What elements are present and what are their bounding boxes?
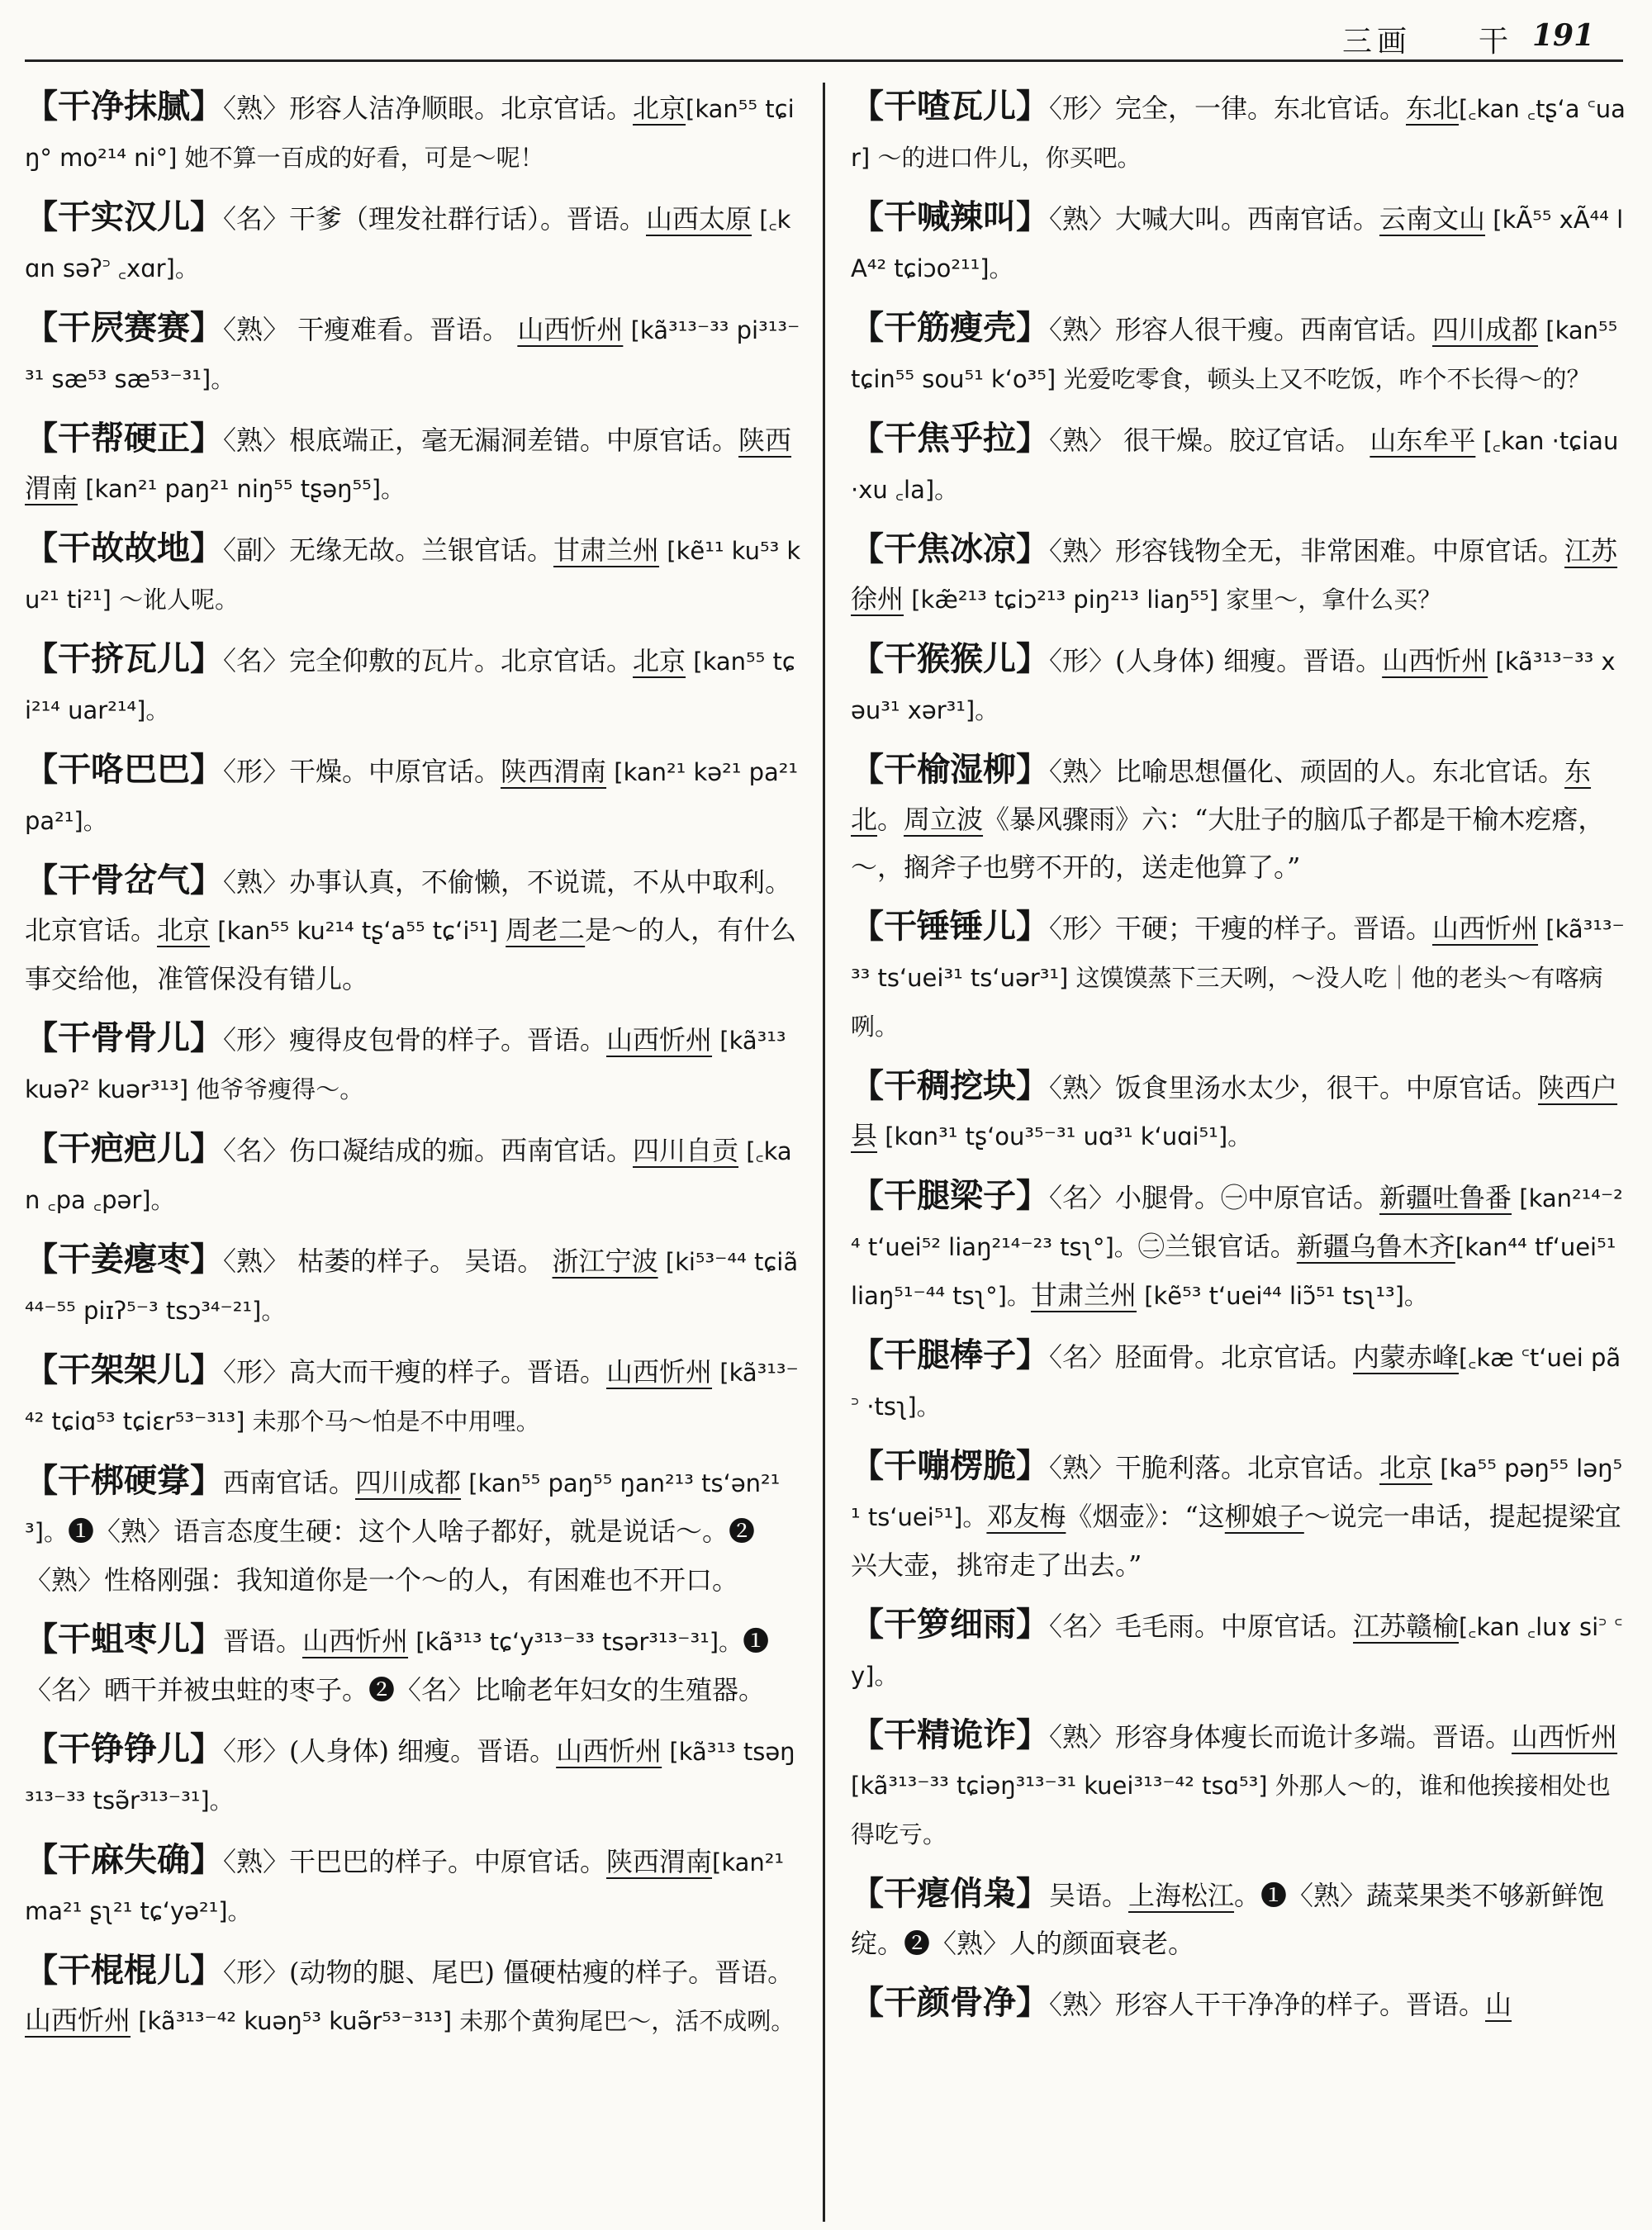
- dictionary-entry: [25, 1947, 801, 2045]
- entry-headword: 【干实汉儿】: [25, 197, 223, 236]
- entry-pronunciation: [꜀kan ·tɕiau ·xu ꜀la]。: [851, 427, 1619, 504]
- entry-place-name: 新疆吐鲁番: [1379, 1182, 1512, 1213]
- entry-place-name: 山东牟平: [1370, 425, 1476, 456]
- entry-text: 〈名〉小腿骨。㊀中原官话。: [1049, 1182, 1380, 1213]
- entry-place-name: 新疆乌鲁木齐: [1296, 1231, 1455, 1262]
- entry-headword: 【干嘣楞脆】: [851, 1446, 1049, 1485]
- entry-headword: 【干精诡诈】: [851, 1715, 1049, 1754]
- entry-pronunciation: [ka⁵⁵ pəŋ⁵⁵ ləŋ⁵¹ tsʻuei⁵¹]。: [851, 1454, 1623, 1531]
- entry-place-name: 周立波: [904, 804, 984, 835]
- dictionary-entry: [851, 746, 1627, 891]
- header-rule: [25, 59, 1623, 62]
- entry-place-name: 浙江宁波: [552, 1245, 658, 1277]
- entry-headword: 【干腿棒子】: [851, 1336, 1049, 1374]
- entry-pronunciation: [kã³¹³⁻³³ tɕiəŋ³¹³⁻³¹ kuei³¹³⁻⁴² tsɑ⁵³] 外那人～的，谁和他挨接相处也得吃亏。: [851, 1772, 1611, 1848]
- entry-headword: 【干腿梁子】: [851, 1176, 1049, 1215]
- entry-pronunciation: [꜀kɑn səʔ꜄ ꜀xɑr]。: [25, 206, 791, 282]
- entry-place-name: 江苏赣榆: [1353, 1611, 1460, 1642]
- entry-headword: 【干骨骨儿】: [25, 1018, 223, 1057]
- entry-headword: 【干架架儿】: [25, 1350, 223, 1389]
- dictionary-entry: [851, 1331, 1627, 1431]
- entry-place-name: 四川成都: [1432, 314, 1539, 345]
- dictionary-entry: [851, 1442, 1627, 1589]
- dictionary-entry: [25, 746, 801, 845]
- entry-text: 〈形〉(动物的腿、尾巴) 僵硬枯瘦的样子。晋语。: [223, 1957, 795, 1988]
- entry-text: 〈形〉高大而干瘦的样子。晋语。: [223, 1356, 607, 1388]
- entry-pronunciation: [kã³¹³ tɕʻy³¹³⁻³³ tsər³¹³⁻³¹]。: [408, 1628, 743, 1656]
- entry-headword: 【干猴猴儿】: [851, 639, 1049, 678]
- entry-text: 〈熟〉大喊大叫。西南官话。: [1049, 203, 1380, 235]
- entry-place-name: 周老二: [506, 914, 586, 946]
- entry-text: 〈形〉(人身体) 细瘦。晋语。: [223, 1735, 557, 1767]
- entry-headword: 【干姜瘪枣】: [25, 1240, 223, 1279]
- entry-text: 〈熟〉干巴巴的样子。中原官话。: [223, 1846, 607, 1877]
- entry-headword: 【干喊辣叫】: [851, 197, 1049, 236]
- entry-place-name: 北京: [1379, 1452, 1433, 1483]
- entry-place-name: 东北: [1406, 93, 1460, 124]
- dictionary-entry: [851, 903, 1627, 1051]
- dictionary-entry: [851, 525, 1627, 624]
- entry-place-name: 北京: [633, 93, 686, 124]
- entry-place-name: 山西忻州: [302, 1625, 409, 1657]
- entry-pronunciation: [kan²¹ paŋ²¹ niŋ⁵⁵ tʂəŋ⁵⁵]。: [78, 475, 406, 503]
- entry-place-name: 江苏徐州: [851, 535, 1618, 614]
- dictionary-entry: [851, 304, 1627, 403]
- entry-text: 〈熟〉 枯萎的样子。 吴语。: [223, 1245, 553, 1277]
- entry-pronunciation: [kan²¹⁴⁻²⁴ tʻuei⁵² liaŋ²¹⁴⁻²³ tsʅ°]。: [851, 1184, 1623, 1261]
- entry-place-name: 陕西户县: [851, 1072, 1618, 1151]
- entry-text: 〈熟〉 很干燥。胶辽官话。: [1049, 425, 1370, 456]
- entry-pronunciation: [kan⁴⁴ tfʻuei⁵¹ liaŋ⁵¹⁻⁴⁴ tsʅ°]。: [851, 1233, 1616, 1310]
- entry-pronunciation: [kɑn³¹ tʂʻou³⁵⁻³¹ uɑ³¹ kʻuɑi⁵¹]。: [877, 1122, 1252, 1151]
- dictionary-entry: [25, 1725, 801, 1824]
- entry-pronunciation: [kæ̃²¹³ tɕiɔ²¹³ piŋ²¹³ liaŋ⁵⁵] 家里～，拿什么买？: [904, 586, 1442, 614]
- dictionary-entry: [851, 1172, 1627, 1320]
- dictionary-entry: [25, 1836, 801, 1935]
- entry-headword: 【干梆硬牚】: [25, 1461, 223, 1500]
- entry-headword: 【干瘪俏枭】: [851, 1874, 1049, 1913]
- dictionary-entry: [25, 1236, 801, 1335]
- entry-text: 〈熟〉形容人很干瘦。西南官话。: [1049, 314, 1433, 345]
- entry-place-name: 山西忻州: [606, 1356, 713, 1388]
- entry-place-name: 甘肃兰州: [553, 534, 660, 566]
- entry-place-name: 陕西渭南: [501, 756, 607, 787]
- entry-pronunciation: [kã³¹³⁻³³ pi³¹³⁻³¹ sæ⁵³ sæ⁵³⁻³¹]。: [25, 316, 800, 393]
- entry-pronunciation: [kã³¹³⁻³³ tsʻuei³¹ tsʻuər³¹] 这馍馍蒸下三天咧，～没人吃｜他的老头～有喀病咧。: [851, 915, 1625, 1041]
- entry-text: 〈形〉(人身体) 细瘦。晋语。: [1049, 645, 1383, 676]
- entry-headword: 【干疤疤儿】: [25, 1129, 223, 1168]
- entry-pronunciation: [꜀kæ ꜂tʻuei pã꜄ ·tsʅ]。: [851, 1344, 1621, 1421]
- column-divider: [823, 83, 825, 2222]
- entry-pronunciation: [kan⁵⁵ tɕiŋ° mo²¹⁴ ni°] 她不算一百成的好看，可是～呢！: [25, 95, 795, 172]
- entry-text: ❶〈熟〉语言态度生硬：这个人啥子都好，就是说话～。❷〈熟〉性格刚强：我知道你是一个～的人，有困难也不开口。: [25, 1516, 755, 1596]
- entry-headword: 【干帮硬正】: [25, 419, 223, 458]
- dictionary-entry: [25, 304, 801, 403]
- entry-headword: 【干锤锤儿】: [851, 907, 1049, 946]
- entry-place-name: 内蒙赤峰: [1353, 1341, 1460, 1373]
- entry-headword: 【干筋瘦壳】: [851, 308, 1049, 347]
- entry-headword: 【干蛆枣儿】: [25, 1620, 223, 1658]
- dictionary-entry: [851, 1601, 1627, 1700]
- entry-place-name: 四川自贡: [633, 1135, 739, 1166]
- entry-headword: 【干麻失确】: [25, 1840, 223, 1879]
- entry-place-name: 山西忻州: [25, 2005, 131, 2036]
- entry-text: 〈形〉完全，一律。东北官话。: [1049, 93, 1407, 124]
- entry-headword: 【干棍棍儿】: [25, 1951, 223, 1990]
- entry-text: 〈熟〉根底端正，毫无漏洞差错。中原官话。: [223, 425, 739, 456]
- dictionary-entry: [25, 1014, 801, 1113]
- entry-place-name: 邓友梅: [986, 1501, 1066, 1532]
- entry-place-name: 甘肃兰州: [1030, 1279, 1137, 1311]
- entry-text: 〈熟〉形容钱物全无，非常困难。中原官话。: [1049, 535, 1565, 567]
- dictionary-entry: [851, 415, 1627, 514]
- entry-text: 〈名〉完全仰敷的瓦片。北京官话。: [223, 645, 634, 676]
- entry-pronunciation: [kã³¹³ tsəŋ³¹³⁻³³ tsə̃r³¹³⁻³¹]。: [25, 1738, 795, 1815]
- entry-text: 〈熟〉形容人干干净净的样子。晋语。: [1049, 1989, 1486, 2020]
- entry-place-name: 山西太原: [646, 203, 752, 235]
- entry-place-name: 陕西渭南: [606, 1846, 713, 1877]
- entry-place-name: 云南文山: [1379, 203, 1486, 235]
- dictionary-entry: [25, 856, 801, 1003]
- entry-text: 〈熟〉形容身体瘦长而诡计多端。晋语。: [1049, 1721, 1512, 1753]
- dictionary-entry: [25, 415, 801, 513]
- entry-headword: 【干焦冰凉】: [851, 529, 1049, 568]
- entry-text: ～说完一串话，提起提梁宜兴大壶，挑帘走了出去。”: [851, 1501, 1621, 1581]
- entry-pronunciation: [kan⁵⁵ ku²¹⁴ tʂʻa⁵⁵ tɕʻi⁵¹]: [210, 917, 506, 945]
- entry-text: 《烟壶》：“这: [1066, 1501, 1225, 1532]
- entry-headword: 【干焦乎拉】: [851, 419, 1049, 458]
- entry-text: 是～的人，有什么事交给他，准管保没有错儿。: [25, 914, 797, 994]
- entry-pronunciation: [꜀kan ꜀tʂʻa ꜂uar] ～的进口件儿，你买吧。: [851, 95, 1626, 172]
- entry-headword: 【干稠挖块】: [851, 1066, 1049, 1105]
- entry-place-name: 四川成都: [355, 1467, 462, 1498]
- entry-pronunciation: [kan⁵⁵ paŋ⁵⁵ ŋan²¹³ tsʻən²¹³]。: [25, 1469, 781, 1546]
- entry-text: 〈副〉无缘无故。兰银官话。: [223, 534, 554, 566]
- right-column: [851, 83, 1627, 2040]
- entry-text: 〈名〉伤口凝结成的痂。西南官话。: [223, 1135, 634, 1166]
- entry-text: 。❶〈熟〉蔬菜果类不够新鲜饱绽。❷〈熟〉人的颜面衰老。: [851, 1880, 1605, 1959]
- dictionary-entry: [851, 1979, 1627, 2028]
- entry-text: 〈形〉干燥。中原官话。: [223, 756, 501, 787]
- entry-place-name: 上海松江: [1128, 1880, 1235, 1911]
- entry-text: 〈熟〉比喻思想僵化、顽固的人。东北官话。: [1049, 756, 1565, 787]
- entry-headword: 【干榆湿柳】: [851, 750, 1049, 789]
- entry-pronunciation: [꜀kan ꜀luɤ si꜄ ꜂y]。: [851, 1613, 1623, 1690]
- entry-pronunciation: [kẽ¹¹ ku⁵³ ku²¹ ti²¹] ～讹人呢。: [25, 537, 801, 614]
- entry-pronunciation: [ki⁵³⁻⁴⁴ tɕiã⁴⁴⁻⁵⁵ piɪʔ⁵⁻³ tsɔ³⁴⁻²¹]。: [25, 1248, 799, 1325]
- entry-pronunciation: [kan⁵⁵ tɕi²¹⁴ uar²¹⁴]。: [25, 648, 795, 724]
- dictionary-entry: [25, 1125, 801, 1224]
- dictionary-entry: [851, 83, 1627, 182]
- entry-place-name: 东北: [851, 756, 1592, 835]
- entry-pronunciation: [kã³¹³⁻⁴² kuəŋ⁵³ kuə̃r⁵³⁻³¹³] 未那个黄狗尾巴～，活不成咧。: [131, 2007, 795, 2035]
- entry-pronunciation: [kã³¹³⁻⁴² tɕiɑ⁵³ tɕiɛr⁵³⁻³¹³] 未那个马～怕是不中用哩。: [25, 1359, 799, 1435]
- entry-text: 。: [877, 804, 904, 835]
- entry-place-name: 柳娘子: [1224, 1501, 1304, 1532]
- entry-pronunciation: [kã³¹³⁻³³ xəu³¹ xər³¹]。: [851, 648, 1616, 724]
- entry-text: 〈名〉干爹（理发社群行话）。晋语。: [223, 203, 647, 235]
- entry-place-name: 山西忻州: [1512, 1721, 1618, 1753]
- entry-place-name: 山西忻州: [606, 1024, 713, 1056]
- entry-headword: 【干喳瓦儿】: [851, 87, 1049, 126]
- entry-headword: 【干箩细雨】: [851, 1605, 1049, 1644]
- entry-headword: 【干故故地】: [25, 529, 223, 567]
- entry-place-name: 山西忻州: [556, 1735, 662, 1767]
- entry-text: 《暴风骤雨》六：“大肚子的脑瓜子都是干榆木疙瘩，～，搁斧子也劈不开的，送走他算了。”: [851, 804, 1605, 883]
- entry-pronunciation: [kan²¹ kə²¹ pa²¹ pa²¹]。: [25, 758, 799, 835]
- entry-headword: 【干骨岔气】: [25, 861, 223, 899]
- dictionary-entry: [25, 1616, 801, 1714]
- page-number: 191: [1532, 18, 1595, 53]
- running-header: [0, 0, 1652, 66]
- entry-text: 西南官话。: [223, 1467, 356, 1498]
- entry-text: 〈熟〉饭食里汤水太少，很干。中原官话。: [1049, 1072, 1539, 1103]
- entry-text: 吴语。: [1049, 1880, 1129, 1911]
- entry-text: 〈熟〉干脆利落。北京官话。: [1049, 1452, 1380, 1483]
- dictionary-entry: [851, 1711, 1627, 1858]
- entry-text: 〈熟〉办事认真，不偷懒，不说谎，不从中取利。北京官话。: [25, 866, 792, 946]
- dictionary-entry: [25, 1457, 801, 1604]
- entry-place-name: 山西忻州: [517, 314, 624, 345]
- entry-text: 〈形〉干硬；干瘦的样子。晋语。: [1049, 913, 1433, 944]
- entry-text: ❶〈名〉晒干并被虫蛀的枣子。❷〈名〉比喻老年妇女的生殖器。: [25, 1625, 770, 1706]
- entry-pronunciation: [kan²¹ ma²¹ ʂʅ²¹ tɕʻyə²¹]。: [25, 1848, 785, 1925]
- dictionary-entry: [25, 524, 801, 624]
- dictionary-entry: [851, 193, 1627, 292]
- entry-headword: 【干屄赛赛】: [25, 308, 223, 347]
- dictionary-entry: [25, 635, 801, 734]
- entry-text: 〈熟〉 干瘦难看。晋语。: [223, 314, 518, 345]
- dictionary-entry: [25, 1346, 801, 1445]
- entry-place-name: 山西忻州: [1432, 913, 1539, 944]
- entry-pronunciation: [kÃ⁵⁵ xÃ⁴⁴ lA⁴² tɕiɔo²¹¹]。: [851, 206, 1624, 282]
- entry-text: ㊁兰银官话。: [1137, 1231, 1297, 1262]
- entry-headword: 【干净抹腻】: [25, 87, 223, 126]
- entry-headword: 【干铮铮儿】: [25, 1729, 223, 1768]
- entry-headword: 【干挤瓦儿】: [25, 639, 223, 678]
- header-section: 三画: [1342, 25, 1412, 59]
- entry-place-name: 山: [1485, 1989, 1512, 2020]
- entry-pronunciation: [꜀kan ꜀pa ꜀pər]。: [25, 1137, 792, 1214]
- dictionary-entry: [25, 193, 801, 292]
- left-column: [25, 83, 801, 2057]
- entry-text: 〈名〉毛毛雨。中原官话。: [1049, 1611, 1354, 1642]
- entry-pronunciation: [kã³¹³ kuəʔ² kuər³¹³] 他爷爷瘦得～。: [25, 1027, 786, 1103]
- entry-pronunciation: [kan⁵⁵ tɕin⁵⁵ sou⁵¹ kʻo³⁵] 光爱吃零食，顿头上又不吃饭，咋个不长得～的？: [851, 316, 1618, 393]
- entry-place-name: 北京: [157, 914, 211, 946]
- dictionary-entry: [25, 83, 801, 182]
- entry-place-name: 山西忻州: [1382, 645, 1488, 676]
- entry-headword: 【干颜骨净】: [851, 1983, 1049, 2022]
- dictionary-entry: [851, 1062, 1627, 1160]
- header-character: 干: [1479, 25, 1509, 59]
- dictionary-entry: [851, 635, 1627, 734]
- entry-text: 晋语。: [223, 1625, 303, 1657]
- entry-pronunciation: [kẽ⁵³ tʻuei⁴⁴ liɔ̃⁵¹ tsʅ¹³]。: [1136, 1282, 1428, 1310]
- entry-headword: 【干咯巴巴】: [25, 750, 223, 789]
- entry-text: 〈形〉瘦得皮包骨的样子。晋语。: [223, 1024, 607, 1056]
- entry-text: 〈名〉胫面骨。北京官话。: [1049, 1341, 1354, 1373]
- dictionary-entry: [851, 1870, 1627, 1967]
- entry-place-name: 陕西渭南: [25, 425, 792, 504]
- entry-place-name: 北京: [633, 645, 686, 676]
- entry-text: 〈熟〉形容人洁净顺眼。北京官话。: [223, 93, 634, 124]
